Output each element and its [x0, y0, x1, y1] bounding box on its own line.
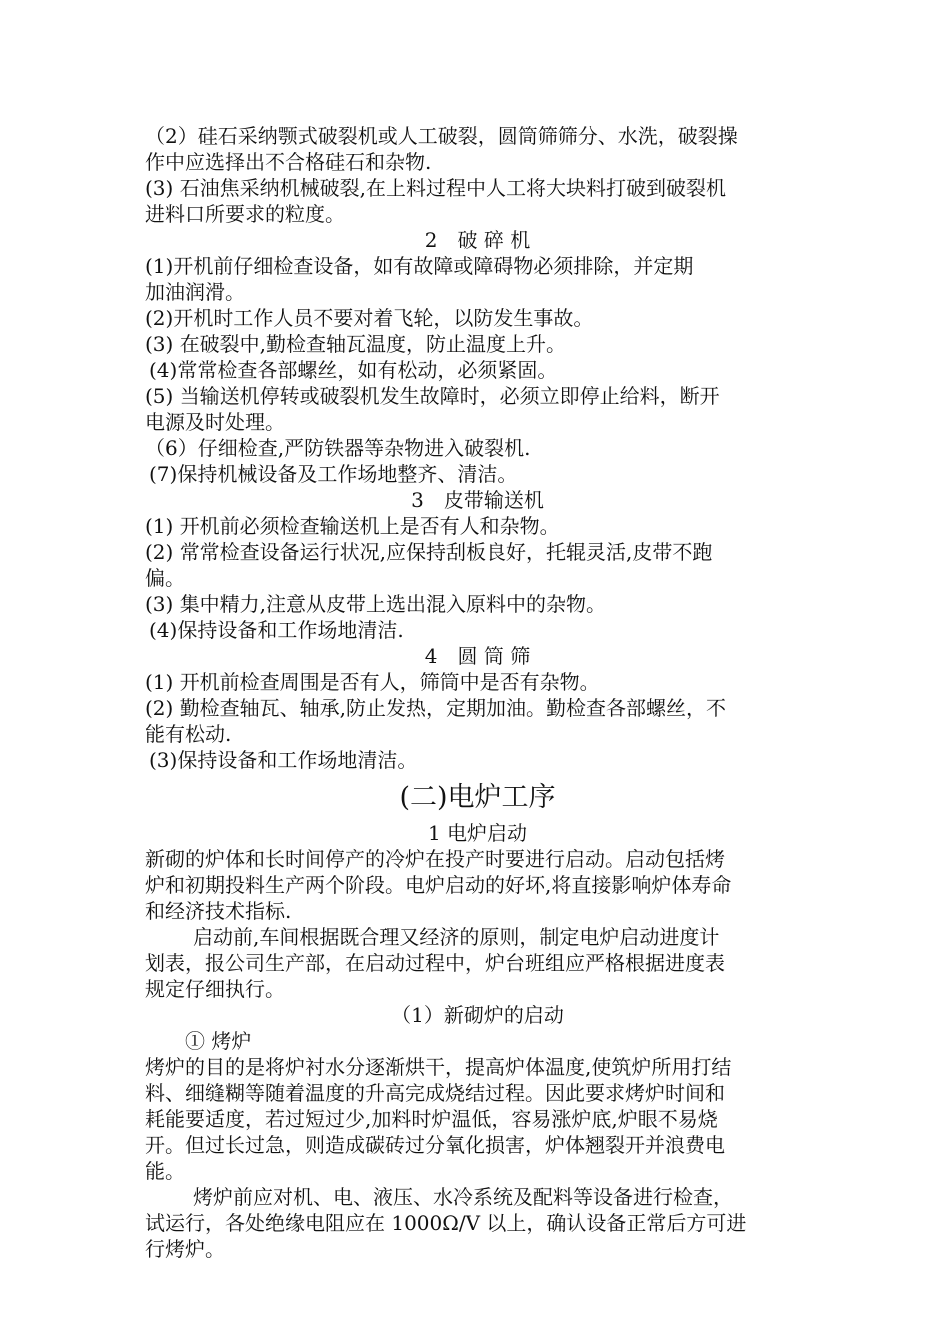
text-line: (1)开机前仔细检查设备，如有故障或障碍物必须排除，并定期	[145, 254, 694, 278]
text-line: （6）仔细检查,严防铁器等杂物进入破裂机.	[145, 436, 531, 460]
text-line: 电源及时处理。	[145, 410, 285, 434]
text-line: (2) 常常检查设备运行状况,应保持刮板良好，托辊灵活,皮带不跑	[145, 540, 713, 564]
text-line: (2)开机时工作人员不要对着飞轮，以防发生事故。	[145, 306, 594, 330]
text-line: (4)常常检查各部螺丝，如有松动，必须紧固。	[149, 358, 558, 382]
text-line: 作中应选择出不合格硅石和杂物.	[145, 150, 432, 174]
text-line: (3) 石油焦采纳机械破裂,在上料过程中人工将大块料打破到破裂机	[145, 176, 727, 200]
text-line: 偏。	[145, 566, 185, 590]
text-line: 划表，报公司生产部，在启动过程中，炉台班组应严格根据进度表	[145, 951, 725, 975]
text-line: 能有松动.	[145, 722, 232, 746]
text-line: 开。但过长过急，则造成碳砖过分氧化损害，炉体翘裂开并浪费电	[145, 1133, 725, 1157]
text-line: 料、细缝糊等随着温度的升高完成烧结过程。因此要求烤炉时间和	[145, 1081, 725, 1105]
text-line: (1) 开机前必须检查输送机上是否有人和杂物。	[145, 514, 560, 538]
heading-crusher: 2 破 碎 机	[424, 228, 531, 252]
text-line: 炉和初期投料生产两个阶段。电炉启动的好坏,将直接影响炉体寿命	[145, 873, 732, 897]
text-line: （2）硅石采纳颚式破裂机或人工破裂，圆筒筛筛分、水洗，破裂操	[145, 124, 738, 148]
text-line: 能。	[145, 1159, 185, 1183]
text-line: (2) 勤检查轴瓦、轴承,防止发热，定期加油。勤检查各部螺丝，不	[145, 696, 727, 720]
heading-furnace-start: 1 电炉启动	[427, 821, 528, 845]
text-line: 规定仔细执行。	[145, 977, 285, 1001]
text-line: (4)保持设备和工作场地清洁.	[149, 618, 404, 642]
text-line: (7)保持机械设备及工作场地整齐、清洁。	[149, 462, 518, 486]
text-line: 启动前,车间根据既合理又经济的原则，制定电炉启动进度计	[193, 925, 720, 949]
heading-drum-screen: 4 圆 筒 筛	[424, 644, 531, 668]
text-line: (5) 当输送机停转或破裂机发生故障时，必须立即停止给料，断开	[145, 384, 720, 408]
heading-belt-conveyor: 3 皮带输送机	[411, 488, 544, 512]
text-line: 试运行，各处绝缘电阻应在 1000Ω/V 以上，确认设备正常后方可进	[145, 1211, 747, 1235]
text-line: 烤炉前应对机、电、液压、水冷系统及配料等设备进行检查，	[193, 1185, 733, 1209]
text-line: (3) 集中精力,注意从皮带上选出混入原料中的杂物。	[145, 592, 607, 616]
document-body	[145, 123, 810, 1262]
subheading-baking: ① 烤炉	[185, 1029, 252, 1053]
heading-new-furnace: （1）新砌炉的启动	[391, 1003, 564, 1027]
text-line: 和经济技术指标.	[145, 899, 292, 923]
text-line: 行烤炉。	[145, 1237, 225, 1261]
text-line: (3)保持设备和工作场地清洁。	[149, 748, 418, 772]
text-line: (3) 在破裂中,勤检查轴瓦温度，防止温度上升。	[145, 332, 567, 356]
text-line: 进料口所要求的粒度。	[145, 202, 345, 226]
text-line: 烤炉的目的是将炉衬水分逐渐烘干，提高炉体温度,使筑炉所用打结	[145, 1055, 732, 1079]
section-heading: (二)电炉工序	[399, 782, 556, 813]
text-line: 耗能要适度，若过短过少,加料时炉温低，容易涨炉底,炉眼不易烧	[145, 1107, 718, 1131]
text-line: 新砌的炉体和长时间停产的冷炉在投产时要进行启动。启动包括烤	[145, 847, 725, 871]
text-line: 加油润滑。	[145, 280, 245, 304]
text-line: (1) 开机前检查周围是否有人，筛筒中是否有杂物。	[145, 670, 600, 694]
